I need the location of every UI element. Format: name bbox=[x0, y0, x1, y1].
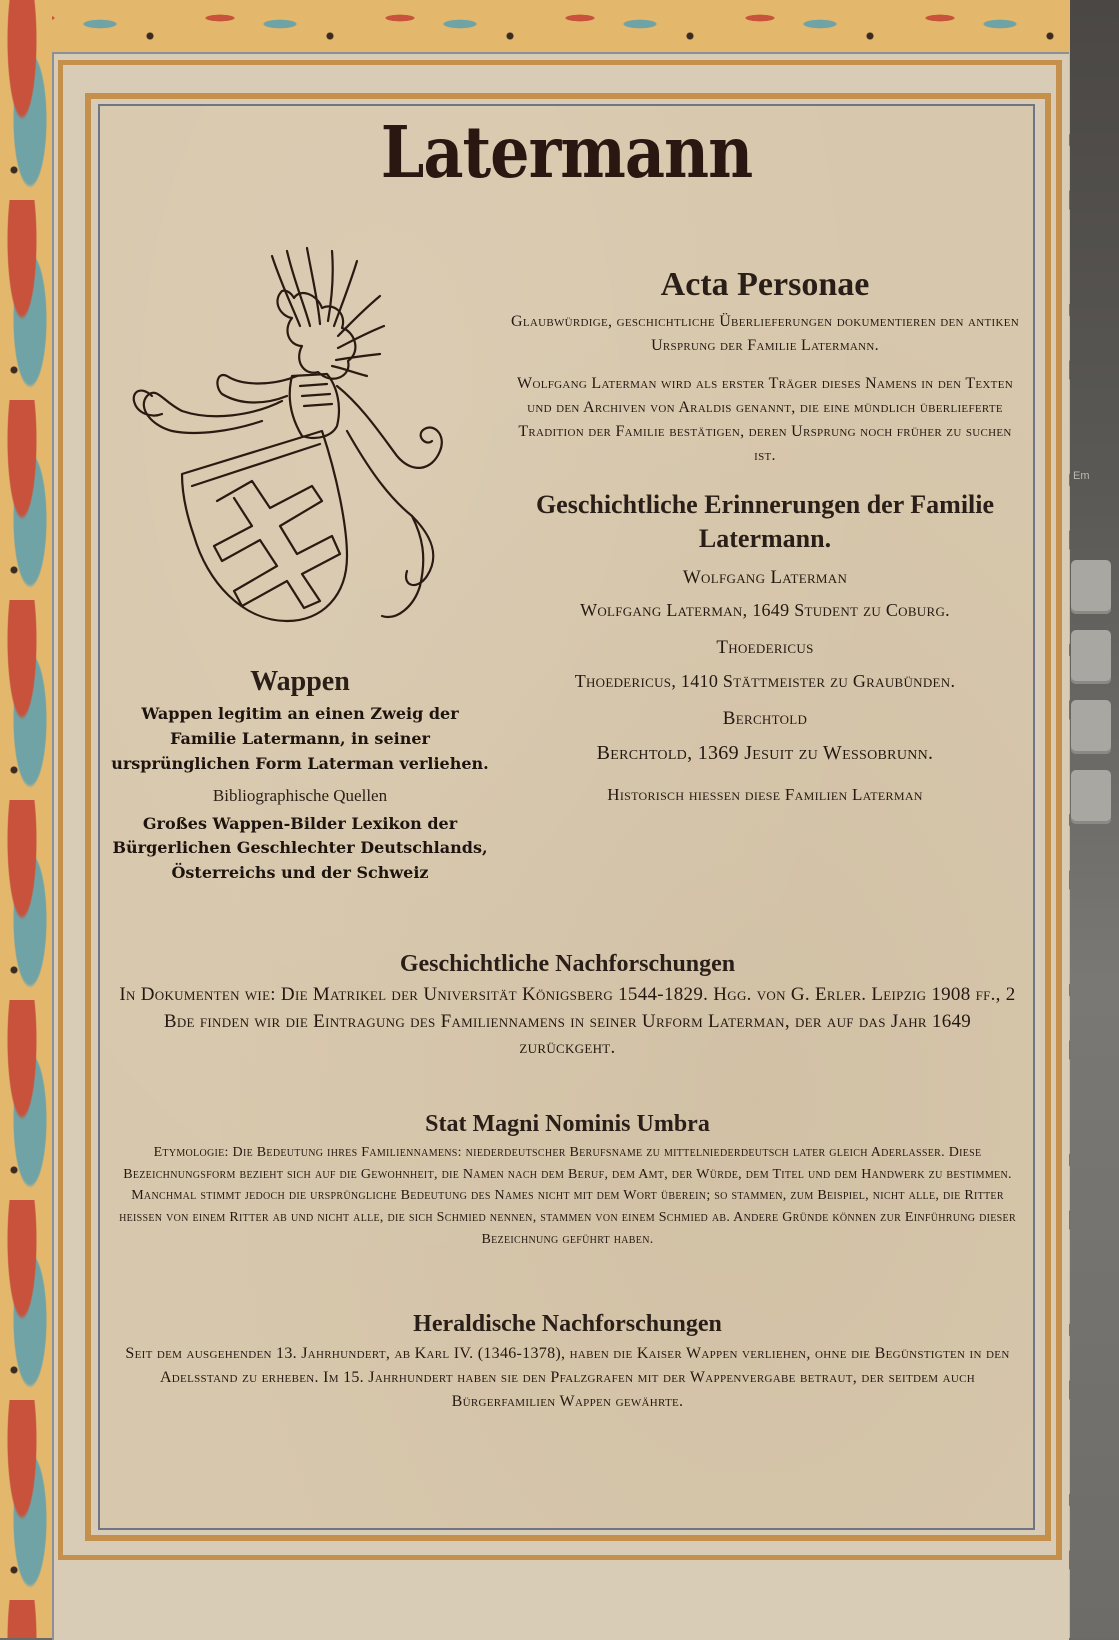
entry-name: Wolfgang Laterman bbox=[682, 566, 848, 588]
acta-personae-heading: Acta Personae bbox=[660, 266, 870, 303]
acta-paragraph-1: Glaubwürdige, geschichtliche Überlieferungen dokumentieren den antiken Ursprung der Familie Latermann. bbox=[510, 313, 1020, 354]
sources-text: Großes Wappen-Bilder Lexikon der Bürgerlichen Geschlechter Deutschlands, Österreichs und der Schweiz bbox=[112, 813, 488, 883]
right-column bbox=[510, 266, 1020, 808]
keyboard-key bbox=[1071, 560, 1111, 614]
certificate-parchment bbox=[98, 104, 1035, 1530]
family-name-title: Latermann bbox=[380, 110, 753, 195]
heraldik-section bbox=[110, 1311, 1025, 1414]
ornament-top-strip bbox=[0, 0, 1070, 50]
coat-of-arms-icon bbox=[122, 236, 462, 626]
erinnerungen-footer: Historisch hiessen diese Familien Laterman bbox=[607, 785, 923, 805]
keyboard-key bbox=[1071, 630, 1111, 684]
nachforschungen-section bbox=[110, 951, 1025, 1062]
background-keyboard bbox=[1065, 0, 1119, 1638]
umbra-text: Etymologie: Die Bedeutung ihres Familiennamens: niederdeutscher Berufsname zu mittelniederdeutsch later gleich Aderlasser. Diese Bezeichnungsform bezieht sich auf die Gewohnheit, die Namen nach dem Beruf, dem Amt, der Würde, dem Titel und dem Handwerk zu bestimmen. Manchmal stimmt jedoch die ursprüngliche Bedeutung des Names nicht mit dem Wort überein; so stammen, zum Beispiel, nicht alle, die Ritter heissen von einem Ritter ab und nicht alle, die sich Schmied nennen, stammen von einem Schmied ab. Andere Gründe können zur Einführung dieser Bezeichnung geführt haben. bbox=[119, 1145, 1016, 1247]
ornament-left-strip bbox=[0, 0, 52, 1638]
wappen-heading: Wappen bbox=[250, 666, 350, 697]
entry-detail: Wolfgang Laterman, 1649 Student zu Coburg. bbox=[580, 599, 950, 620]
nachforschungen-text: In Dokumenten wie: Die Matrikel der Universität Königsberg 1544-1829. Hgg. von G. Erler. Leipzig 1908 ff., 2 Bde finden wir die Eintragung des Familiennamens in seiner Urform Laterman, der auf das Jahr 1649 zurückgeht. bbox=[119, 984, 1016, 1059]
entry-name: Berchtold bbox=[722, 707, 808, 729]
erinnerungen-heading: Geschichtliche Erinnerungen der Familie Latermann. bbox=[535, 490, 995, 553]
sources-heading: Bibliographische Quellen bbox=[212, 786, 388, 806]
entry-name: Thoedericus bbox=[716, 637, 814, 659]
entry-detail: Thoedericus, 1410 Stättmeister zu Graubünden. bbox=[574, 670, 956, 691]
heraldik-heading: Heraldische Nachforschungen bbox=[413, 1311, 722, 1337]
keyboard-key bbox=[1071, 770, 1111, 824]
keyboard-key-label: Em bbox=[1073, 470, 1090, 482]
umbra-heading: Stat Magni Nominis Umbra bbox=[425, 1111, 710, 1137]
wappen-text: Wappen legitim an einen Zweig der Familie Latermann, in seiner ursprünglichen Form Laterman verliehen. bbox=[111, 704, 489, 773]
acta-paragraph-2: Wolfgang Laterman wird als erster Träger dieses Namens in den Texten und den Archiven von Araldis genannt, die eine mündlich überlieferte Tradition der Familie bestätigen, deren Ursprung noch früher zu suchen ist. bbox=[517, 375, 1013, 464]
entry-detail: Berchtold, 1369 Jesuit zu Wessobrunn. bbox=[596, 742, 934, 765]
keyboard-key bbox=[1071, 700, 1111, 754]
umbra-section bbox=[110, 1111, 1025, 1250]
nachforschungen-heading: Geschichtliche Nachforschungen bbox=[399, 951, 736, 977]
left-column bbox=[110, 666, 490, 886]
heraldik-text: Seit dem ausgehenden 13. Jahrhundert, ab Karl IV. (1346-1378), haben die Kaiser Wappen verliehen, ohne die Begünstigten in den Adelsstand zu erheben. Im 15. Jahrhundert haben sie den Pfalzgrafen mit der Wappenvergabe betraut, der seitdem auch Bürgerfamilien Wappen gewährte. bbox=[125, 1345, 1010, 1410]
